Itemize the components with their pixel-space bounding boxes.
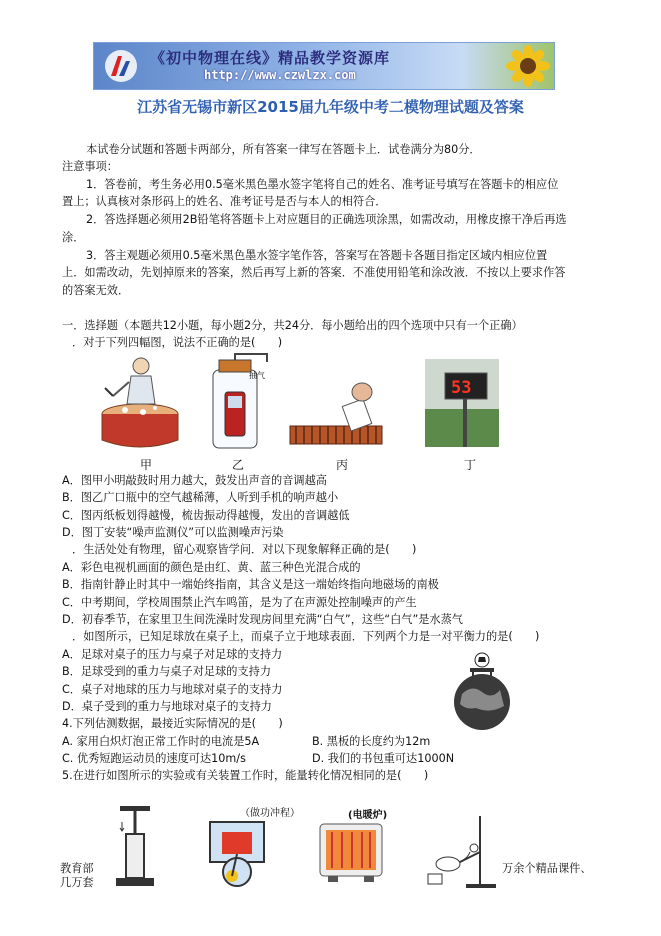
option: A．足球对桌子的压力与桌子对足球的支持力 [62, 648, 283, 661]
option: B. 黑板的长度约为12m [312, 735, 431, 748]
banner-title: 《初中物理在线》精品教学资源库 [150, 49, 391, 67]
noise-display-value: 53 [451, 378, 472, 398]
question-2-stem: ．生活处处有物理，留心观察皆学问．对以下现象解释正确的是( ) [72, 543, 417, 556]
note-line: 2．答选择题必须用2B铅笔将答题卡上对应题目的正确选项涂黑，如需改动，用橡皮擦干净后再选 [86, 213, 567, 226]
air-compression-figure [112, 804, 158, 890]
bell-jar-phone-figure [205, 352, 280, 452]
fig-label-power-stroke: （做功冲程） [240, 808, 300, 819]
intro-text: 本试卷分试题和答题卡两部分，所有答案一律写在答题卡上．试卷满分为80分． [86, 143, 481, 156]
option: C. 优秀短跑运动员的速度可达10m/s [62, 752, 246, 765]
comb-figure [288, 378, 386, 448]
question-1-stem: ．对于下列四幅图，说法不正确的是( ) [72, 336, 283, 349]
note-line: 的答案无效． [62, 284, 130, 297]
note-line: 1．答卷前，考生务必用0.5毫米黑色墨水签字笔将自己的姓名、准考证号填写在答题卡的相应位 [86, 178, 559, 191]
electric-heater-figure [316, 820, 386, 886]
site-logo-icon [104, 49, 138, 83]
option: A．彩色电视机画面的颜色是由红、黄、蓝三种色光混合成的 [62, 561, 361, 574]
footer-text-left-2: 几万套 [60, 876, 94, 889]
question-5-stem: 5.在进行如图所示的实验或有关装置工作时，能量转化情况相同的是( ) [62, 769, 429, 782]
document-title: 江苏省无锡市新区2015届九年级中考二模物理试题及答案 [137, 98, 524, 116]
note-line: 置上；认真核对条形码上的姓名、准考证号是否与本人的相符合． [62, 195, 387, 208]
section-heading: 一．选择题（本题共12小题，每小题2分，共24分．每小题给出的四个选项中只有一个正确） [62, 319, 523, 332]
figure-label-bing: 丙 [336, 458, 349, 472]
option: D. 我们的书包重可达1000N [312, 752, 455, 765]
option: D．初春季节，在家里卫生间洗澡时发现房间里充满“白气”，这些“白气”是水蒸气 [62, 613, 463, 626]
note-line: 涂． [62, 231, 85, 244]
ball-table-earth-figure [446, 648, 518, 732]
option: C．中考期间，学校周围禁止汽车鸣笛，是为了在声源处控制噪声的产生 [62, 596, 417, 609]
option: D．桌子受到的重力与地球对桌子的支持力 [62, 700, 272, 713]
option: B．足球受到的重力与桌子对足球的支持力 [62, 665, 272, 678]
note-line: 上．如需改动，先划掉原来的答案，然后再写上新的答案．不准使用铅笔和涂改液．不按以上要求作答 [62, 266, 566, 279]
option: A．图甲小明敲鼓时用力越大，鼓发出声音的音调越高 [62, 474, 327, 487]
question-3-stem: ．如图所示，已知足球放在桌子上，而桌子立于地球表面．下列两个力是一对平衡力的是( ) [72, 630, 540, 643]
option: B．图乙广口瓶中的空气越稀薄，人听到手机的响声越小 [62, 491, 339, 504]
drum-figure [95, 352, 185, 452]
option: C．图丙纸板划得越慢，梳齿振动得越慢，发出的音调越低 [62, 509, 350, 522]
option: A. 家用白炽灯泡正常工作时的电流是5A [62, 735, 260, 748]
question-4-stem: 4.下列估测数据，最接近实际情况的是( ) [62, 717, 283, 730]
footer-text-left: 教育部 [60, 862, 94, 875]
sunflower-icon [506, 45, 550, 87]
noise-monitor-figure [425, 359, 499, 447]
banner-url[interactable]: http://www.czwlzx.com [204, 68, 356, 82]
figure-label-yi: 乙 [232, 458, 245, 472]
figure-label-jia: 甲 [140, 458, 153, 472]
note-line: 3．答主观题必须用0.5毫米黑色墨水签字笔作答，答案写在答题卡各题目指定区域内相应位置 [86, 249, 548, 262]
header-banner [93, 42, 555, 90]
option: B．指南针静止时其中一端始终指南，其含义是这一端始终指向地磁场的南极 [62, 578, 439, 591]
option: D．图丁安装“噪声监测仪”可以监测噪声污染 [62, 526, 284, 539]
steam-turbine-figure [420, 812, 500, 890]
engine-stroke-figure [196, 812, 278, 892]
pump-label: 抽气 [249, 371, 265, 380]
fig-label-heater: (电暖炉) [348, 810, 388, 821]
footer-text-right: 万余个精品课件、 [502, 862, 592, 875]
figure-label-ding: 丁 [464, 458, 477, 472]
option: C．桌子对地球的压力与地球对桌子的支持力 [62, 683, 283, 696]
notes-header: 注意事项： [62, 160, 118, 173]
